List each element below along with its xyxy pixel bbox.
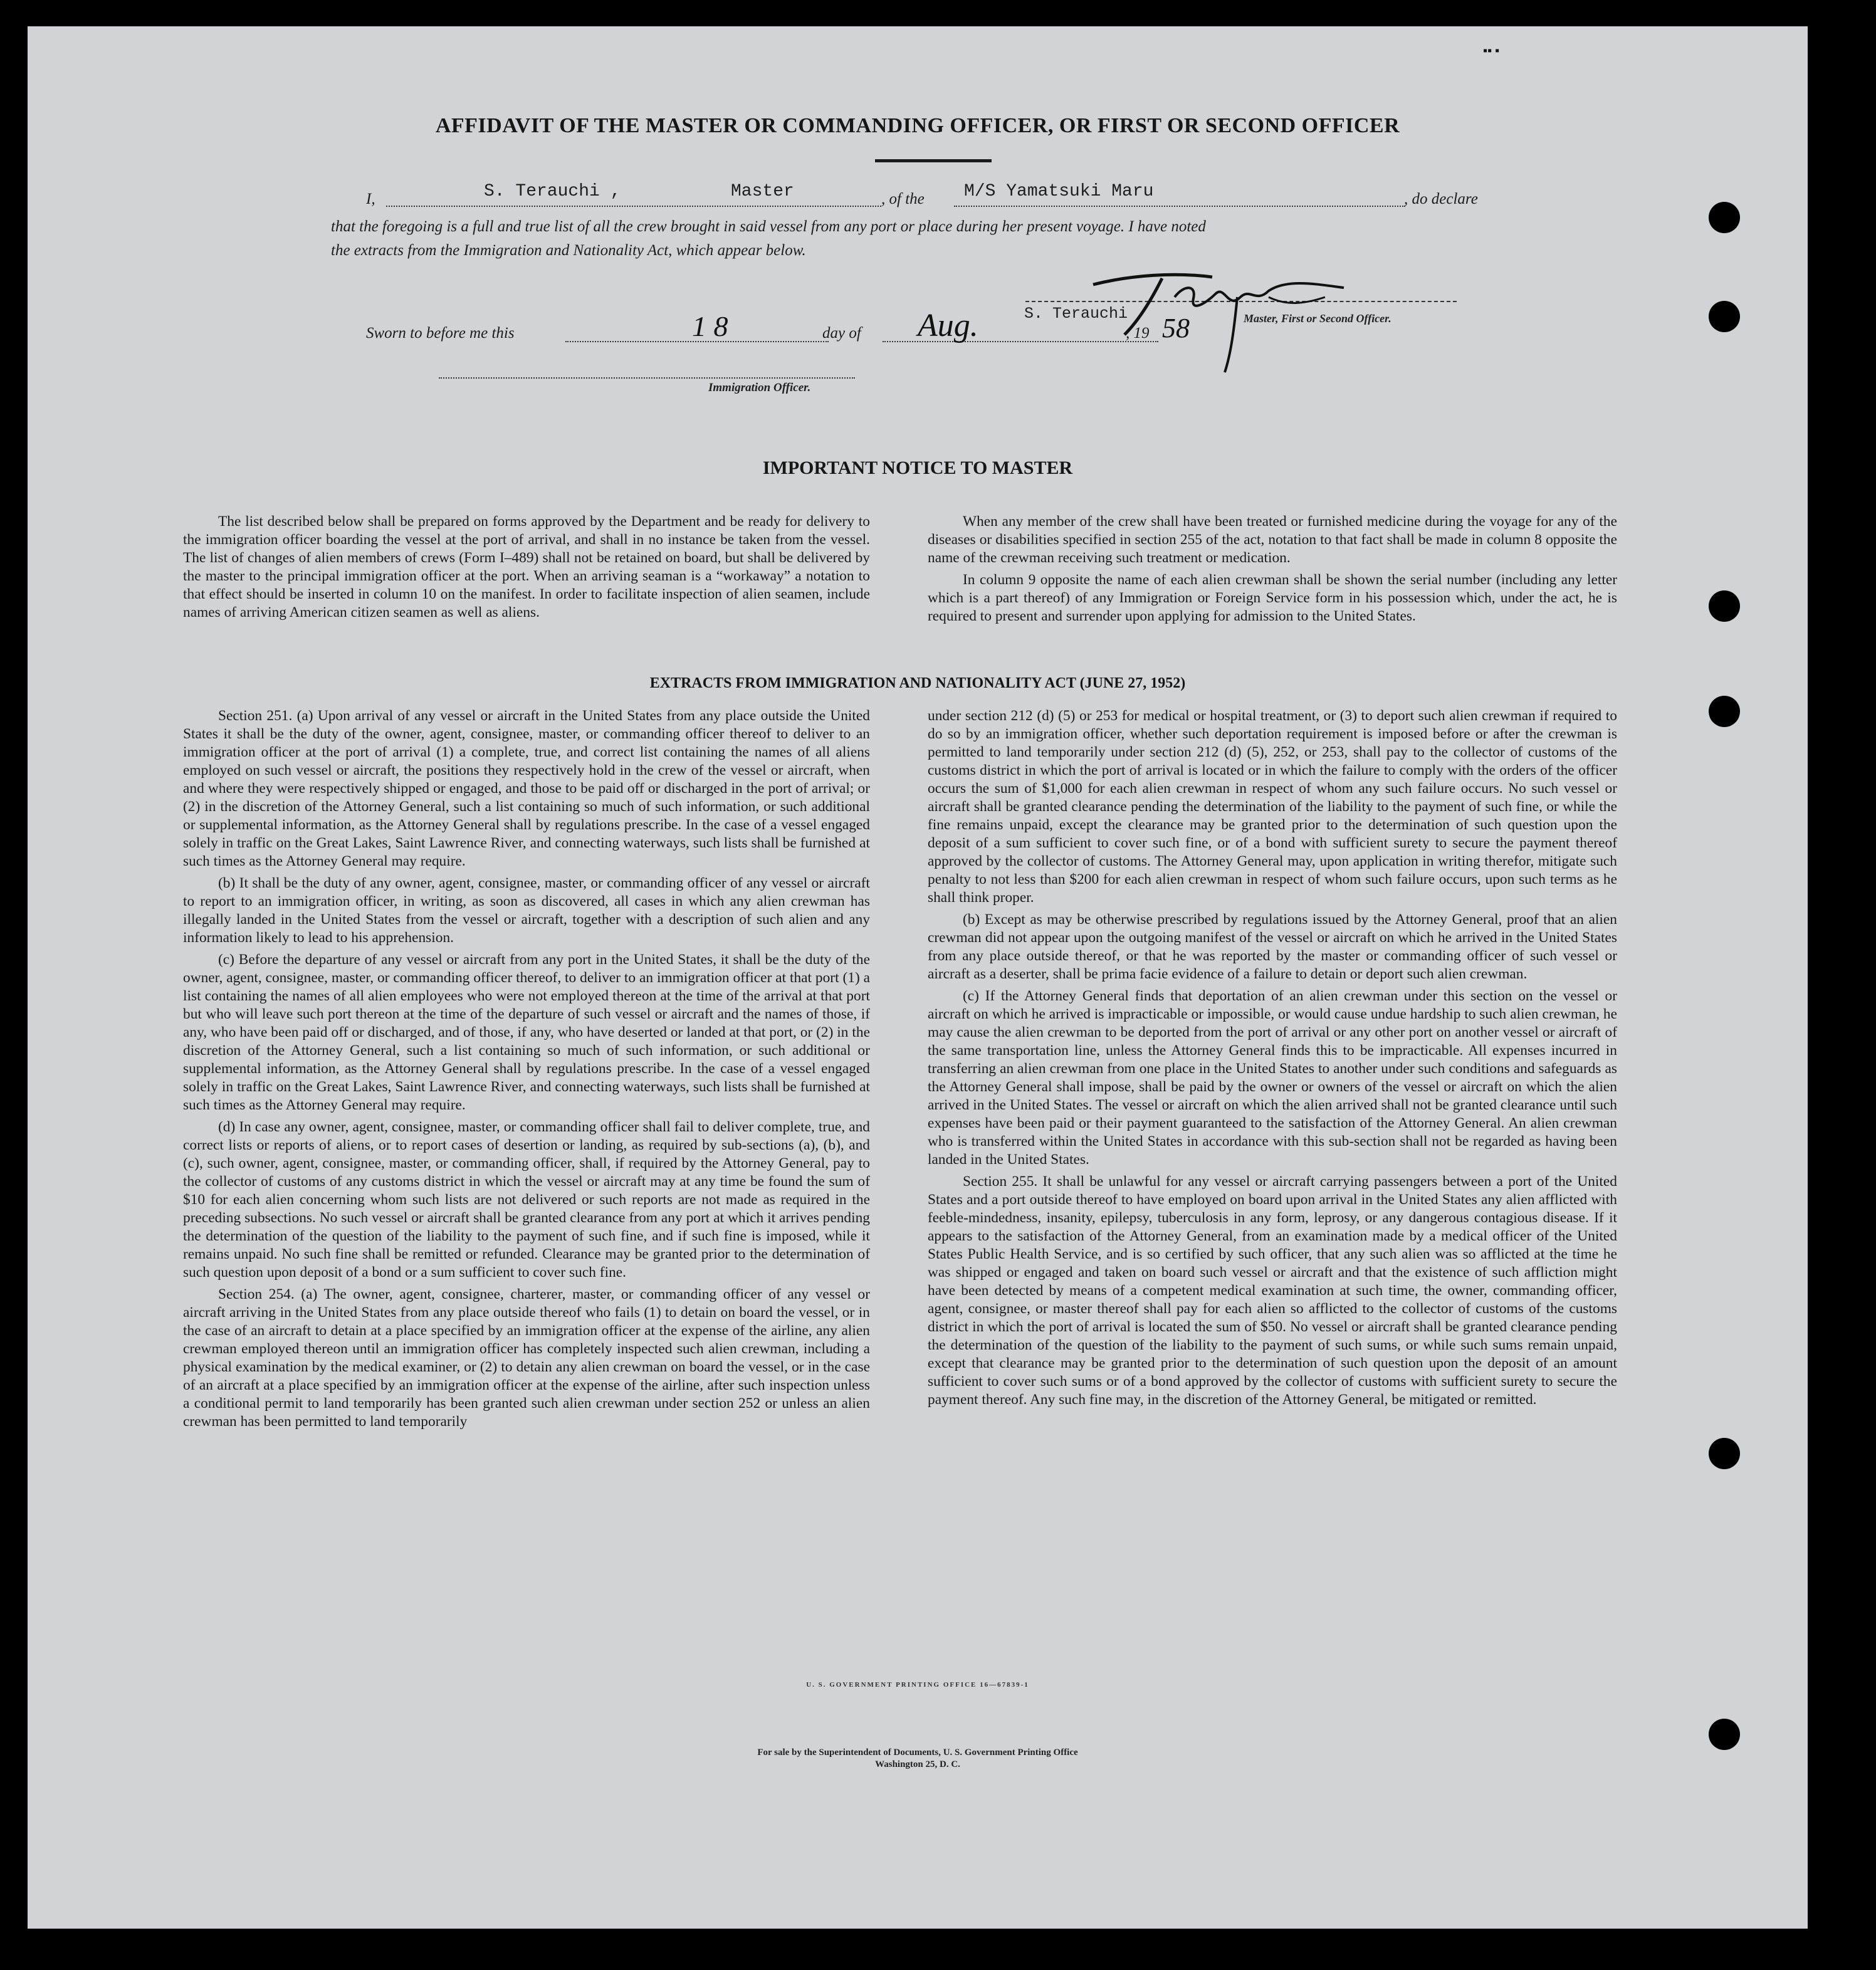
sworn-day: 1 8 <box>692 310 728 342</box>
extract-paragraph: (b) It shall be the duty of any owner, agent, consignee, master, or commanding officer of any vessel or aircraft to report to an immigration officer, in writing, as soon as discovered, all cases in which any alien crewman has illegally landed in the United States from the vessel or aircraft, together with a description of such alien and any information likely to lead to his apprehension. <box>183 875 870 946</box>
gpo-imprint: U. S. GOVERNMENT PRINTING OFFICE 16—67839-1 <box>806 1681 1029 1689</box>
declaration-line-3: the extracts from the Immigration and Nationality Act, which appear below. <box>331 242 806 259</box>
sworn-month: Aug. <box>918 308 978 343</box>
typed-signature-name: S. Terauchi <box>1024 305 1128 323</box>
immigration-officer-line <box>439 377 855 379</box>
title-rule <box>875 159 992 162</box>
notice-left-column <box>183 513 870 626</box>
extract-paragraph: under section 212 (d) (5) or 253 for medical or hospital treatment, or (3) to deport such alien crewman if required to do so by an immigration officer, whether such deportation requirement is imposed before or after the crewman is permitted to land temporarily under section 212 (d) (5), 252, or 253, shall pay to the collector of customs of the customs district in which the port of arrival is located or in which the failure to comply with the orders of the officer occurs the sum of $1,000 for each alien crewman in respect of whom any such failure occurs. No such vessel or aircraft shall be granted clearance pending the determination of the liability to the payment of such fine, or while the fine remains unpaid, except the clearance may be granted prior to the determination of such question upon the deposit of a sum sufficient to cover such fine, or of a bond with sufficient surety to secure the payment thereof approved by the collector of customs. The Attorney General may, upon application in writing therefor, mitigate such penalty to not less than $200 for each alien crewman in respect of whom such failure occurs, upon such terms as he shall think proper. <box>928 708 1617 906</box>
declaration-line-2: that the foregoing is a full and true list of all the crew brought in said vessel from any port or place during her present voyage. I have noted <box>331 218 1206 235</box>
sworn-label: Sworn to before me this <box>366 325 515 342</box>
extract-paragraph: Section 251. (a) Upon arrival of any vessel or aircraft in the United States from any place outside the United States it shall be the duty of the owner, agent, consignee, master, or commanding officer thereof to deliver to an immigration officer at the port of arrival (1) a complete, true, and correct list containing the names of all aliens employed on such vessel or aircraft, the positions they respectively hold in the crew of the vessel or aircraft, when and where they were respectively shipped or engaged, and those to be paid off or discharged in the port of arrival; or (2) in the discretion of the Attorney General, such a list containing so much of such information, or such additional or supplemental information, as the Attorney General shall by regulations prescribe. In the case of a vessel engaged solely in traffic on the Great Lakes, Saint Lawrence River, and connecting waterways, such lists shall be furnished at such times as the Attorney General may require. <box>183 708 870 869</box>
punch-hole <box>1709 1719 1740 1750</box>
punch-hole <box>1709 696 1740 727</box>
sale-notice <box>28 1747 1808 1771</box>
punch-hole <box>1709 301 1740 332</box>
corner-mark: ▪▪ ▪ <box>1483 44 1500 58</box>
notice-right-paragraph-1: When any member of the crew shall have been treated or furnished medicine during the voyage for any of the diseases or disabilities specified in section 255 of the act, notation to that fact shall be made in column 8 opposite the name of the crewman receiving such treatment or medication. <box>928 513 1617 566</box>
master-name: S. Terauchi , <box>484 182 621 201</box>
punch-hole <box>1709 590 1740 622</box>
extract-paragraph: Section 254. (a) The owner, agent, consignee, charterer, master, or commanding officer of any vessel or aircraft arriving in the United States from any place outside thereof who fails (1) to detain on board the vessel, or in the case of an aircraft to detain at a place specified by an immigration officer at the expense of the airline, any alien crewman employed thereon until an immigration officer has completely inspected such alien crewman, including a physical examination by the medical examiner, or (2) to detain any alien crewman on board the vessel, or in the case of an aircraft at a place specified by an immigration officer at the expense of the airline, after such inspection unless a conditional permit to land temporarily has been granted such alien crewman under section 252 or unless an alien crewman has been permitted to land temporarily <box>183 1286 870 1430</box>
extract-paragraph: (d) In case any owner, agent, consignee, master, or commanding officer shall fail to deliver complete, true, and correct lists or reports of aliens, or to report cases of desertion or landing, as required by sub-sections (a), (b), and (c), such owner, agent, consignee, master, or commanding officer, shall, if required by the Attorney General, pay to the collector of customs of any customs district in which the vessel or aircraft may at any time be found the sum of $10 for each alien concerning whom such lists are not delivered or such reports are not made as required in the preceding subsections. No such vessel or aircraft shall be granted clearance from any port at which it arrives pending the determination of the question of the liability to the payment of such fine, and if such fine is imposed, while it remains unpaid. No such fine shall be remitted or refunded. Clearance may be granted prior to the determination of such question upon deposit of a bond or a sum sufficient to cover such fine. <box>183 1119 870 1281</box>
extract-paragraph: (c) Before the departure of any vessel or aircraft from any port in the United States, it shall be the duty of the owner, agent, consignee, master, or commanding officer thereof, to deliver to an immigration officer at that port (1) a list containing the names of all alien employees who were not employed thereon at the time of the arrival at that port but who will leave such port thereon at the time of the departure of such vessel or aircraft and the names of those, if any, who have been paid off or discharged, and of those, if any, who have deserted or landed at that port, or (2) in the discretion of the Attorney General, such a list containing so much of such information, or such additional or supplemental information, as the Attorney General shall by regulations prescribe. In the case of a vessel engaged solely in traffic on the Great Lakes, Saint Lawrence River, and connecting waterways, such lists shall be furnished at such times as the Attorney General may require. <box>183 951 870 1113</box>
notice-right-column <box>928 513 1617 629</box>
of-the-label: , of the <box>881 191 925 207</box>
vessel-line <box>954 206 1405 207</box>
affidavit-title: AFFIDAVIT OF THE MASTER OR COMMANDING OFFICER, OR FIRST OR SECOND OFFICER <box>435 114 1400 137</box>
extract-paragraph: (b) Except as may be otherwise prescribed by regulations issued by the Attorney General, proof that an alien crewman did not appear upon the outgoing manifest of the vessel or aircraft on which he arrived in the United States from any place outside thereof, or that he was reported by the master or commanding officer of such vessel or aircraft as a deserter, shall be prima facie evidence of a failure to detain or deport such alien crewman. <box>928 911 1617 982</box>
punch-hole <box>1709 1438 1740 1469</box>
notice-left-paragraph: The list described below shall be prepared on forms approved by the Department and be ready for delivery to the immigration officer boarding the vessel at the port of arrival, and shall in no instance be taken from the vessel. The list of changes of alien members of crews (Form I–489) shall not be retained on board, but shall be delivered by the master to the principal immigration officer at the port. When an arriving seaman is a “workaway” a notation to that effect should be inserted in column 10 on the manifest. In order to facilitate inspection of alien seamen, include names of arriving American citizen seamen as well as aliens. <box>183 513 870 621</box>
do-declare-label: , do declare <box>1404 191 1478 207</box>
signature-caption: Master, First or Second Officer. <box>1244 312 1391 325</box>
extract-paragraph: (c) If the Attorney General finds that deportation of an alien crewman under this section on the vessel or aircraft on which he arrived is impracticable or impossible, or would cause undue hardship to such alien crewman, he may cause the alien crewman to be deported from the port of arrival or any other port on another vessel or aircraft of the same transportation line, unless the Attorney General finds this to be impracticable. All expenses incurred in transferring an alien crewman from one place in the United States to another under such conditions and safeguards as the Attorney General shall impose, shall be paid by the owner or owners of the vessel or aircraft on which the alien arrived in the United States. The vessel or aircraft on which the alien arrived shall not be granted clearance until such expenses have been paid or their payment guaranteed to the satisfaction of the Attorney General. An alien crewman who is transferred within the United States in accordance with this sub-section shall not be regarded as having been landed in the United States. <box>928 988 1617 1168</box>
notice-right-paragraph-2: In column 9 opposite the name of each alien crewman shall be shown the serial number (including any letter which is a part thereof) of any Immigration or Foreign Service form in his possession which, under the act, he is required to present and surrender upon applying for admission to the United States. <box>928 572 1617 624</box>
notice-title: IMPORTANT NOTICE TO MASTER <box>762 458 1073 478</box>
extract-paragraph: Section 255. It shall be unlawful for any vessel or aircraft carrying passengers between a port of the United States and a port outside thereof to have employed on board upon arrival in the United States any alien afflicted with feeble-mindedness, insanity, epilepsy, tuberculosis in any form, leprosy, or any dangerous contagious disease. If it appears to the satisfaction of the Attorney General, from an examination made by a medical officer of the United States Public Health Service, and is so certified by such officer, that any such alien was so afflicted at the time he was shipped or engaged and taken on board such vessel or aircraft and that the existence of such affliction might have been detected by means of a competent medical examination at such time, the owner, commanding officer, agent, consignee, or master thereof shall pay for each alien so afflicted to the collector of customs of the customs district in which the port of arrival is located the sum of $50. No vessel or aircraft shall be granted clearance pending the determination of the question of the liability to the payment of such sums, or while such sums remain unpaid, except that clearance may be granted prior to the determination of such question upon the deposit of an amount sufficient to cover such sums or of a bond approved by the collector of customs with sufficient surety to secure the payment thereof. Any such fine may, in the discretion of the Attorney General, be mitigated or remitted. <box>928 1173 1617 1408</box>
master-rank: Master <box>731 182 794 201</box>
year-prefix: , 19 <box>1126 325 1150 342</box>
sale-line-2: Washington 25, D. C. <box>875 1759 960 1769</box>
extracts-right-column <box>928 707 1617 1413</box>
document-page <box>28 26 1808 1929</box>
extracts-title: EXTRACTS FROM IMMIGRATION AND NATIONALITY ACT (JUNE 27, 1952) <box>649 675 1186 691</box>
day-of-label: day of <box>822 325 861 342</box>
vessel-name: M/S Yamatsuki Maru <box>964 182 1154 201</box>
sale-line-1: For sale by the Superintendent of Documents, U. S. Government Printing Office <box>757 1747 1078 1758</box>
sworn-year: 58 <box>1162 313 1190 343</box>
immigration-officer-caption: Immigration Officer. <box>708 381 811 394</box>
i-label: I, <box>366 191 375 207</box>
name-rank-line <box>386 206 881 207</box>
extracts-left-column <box>183 707 870 1435</box>
punch-hole <box>1709 202 1740 233</box>
